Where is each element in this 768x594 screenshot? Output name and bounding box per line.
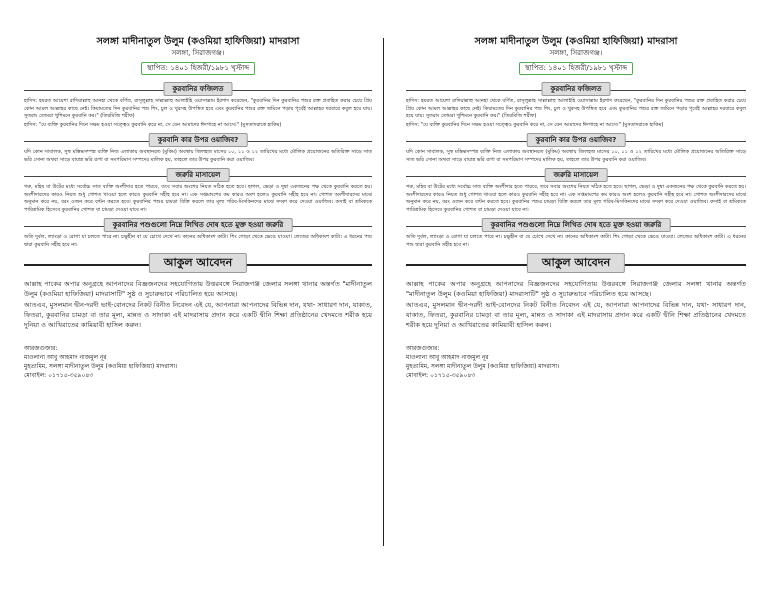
section-title: কুরবানি কার উপর ওয়াজিব? <box>149 133 248 147</box>
madrasa-location: সলঙ্গা, সিরাজগঞ্জ। <box>549 49 603 57</box>
section-title: কুরবানি কার উপর ওয়াজিব? <box>527 133 626 147</box>
established-badge: স্থাপিত: ১৪০১ হিজরী/১৯৮১ খৃস্টাব্দ <box>519 62 633 75</box>
appeal-paragraph: আতএব, মুসলমান দ্বীন-দরদী ভাই-বোনদের নিকট বিনীত নিবেদন এই যে, আপনারা আপনাদের বিভিন্ন দান, যথা- সাধারণ দান, যাকাত, ফিতরা, কুরবানির চামড়া বা তার মূল্য, মান্নত ও সাদাকা এই মাদরাসায় প্রদান করে একটি দ্বীনি শিক্ষা প্রতিষ্ঠানের খেদমতে শরীক হয়ে দুনিয়া ও আখিরাতের কামিয়াবী হাসিল করুন। <box>24 301 372 329</box>
contact-label: আরজগুজার: <box>406 345 440 352</box>
contact-name: মাওলানা আবু আহমাদ নাজমুল নূর <box>24 354 107 361</box>
appeal-paragraph: আল্লাহ পাকের অপার অনুগ্রহে আপনাদের বিজ্ঞজনদের সহযোগিতায় উত্তরবঙ্গে সিরাজগঞ্জ জেলার সলঙ্গা থানার অন্তর্গত "মাদীনাতুল উলুম (কওমিয়া হাফিজিয়া) মাদরাসাটি" সুষ্ঠ ও সুচারুভাবে পরিচালিত হয়ে আসছে। <box>24 280 372 298</box>
paragraph: গরু, মহিষ বা উটের মধ্যে সর্বোচ্চ সাত ব্যক্তি অংশীদার হতে পারবে, তবে সবার অংশের নিয়ত সঠিক হতে হবে। ছাগল, ভেড়া ও দুম্বা একজনের পক্ষ থেকে কুরবানি করতে হয়। অংশীদারদের কারও নিয়ত শুধু গোশত খাওয়া হলে কারও কুরবানি সহীহ হবে না। এক সপ্তমাংশের কম কারও অংশ হলেও কুরবানি সহীহ হবে না। গোশত অংশীদারদের মাঝে অনুমান করে নয়, বরং ওজন করে বণ্টন করতে হবে। কুরবানির পশুর চামড়া বিক্রি করলে তার মূল্য গরিব-মিসকিনদের মাঝে সদকা করে দেওয়া ওয়াজিব। কসাই বা শ্রমিককে পারিশ্রমিক হিসেবে কুরবানির গোশত বা চামড়া দেওয়া যাবে না। <box>406 184 746 213</box>
paragraph: হাদিস: "যে ব্যক্তি কুরবানির দিনে সক্ষম হওয়া সত্ত্বেও কুরবানি করে না, সে যেন আমাদের ঈদগাহে না আসে।" (মুসতাদরাকে হাকিম) <box>406 121 664 128</box>
paragraph: হাদিস: হযরত আয়েশা রাদিয়াল্লাহু আনহা থেকে বর্ণিত, রাসূলুল্লাহ সাল্লাল্লাহু আলাইহি ওয়াসাল্লাম ইরশাদ করেছেন, "কুরবানির দিন কুরবানির পশুর রক্ত প্রবাহিত করার চেয়ে প্রিয় কোন আমল আল্লাহর কাছে নেই। কিয়ামতের দিন কুরবানির পশু শিং, চুল ও খুরসহ উপস্থিত হবে এবং কুরবানির পশুর রক্ত জমিনে পড়ার পূর্বেই আল্লাহর দরবারে কবুল হয়ে যায়। সুতরাং তোমরা খুশিমনে কুরবানি কর।" (তিরমিজি শরীফ) <box>24 98 372 119</box>
paragraph: যদি কোন সাবালক, সুস্থ মস্তিষ্কসম্পন্ন ব্যক্তি নিজ এলাকায় অবস্থানরত (মুকিম) অবস্থায় জিলহজ মাসের ১০, ১১ ও ১২ তারিখের মধ্যে মৌলিক প্রয়োজনের অতিরিক্ত সাড়ে সাত ভরি সোনা অথবা সাড়ে বায়ান্ন ভরি রূপা বা সমপরিমাণ সম্পদের মালিক হয়, তাহলে তার উপর কুরবানি করা ওয়াজিব। <box>24 149 372 163</box>
section-heading <box>24 217 372 232</box>
appeal-title: আকুল আবেদন <box>527 253 625 273</box>
section-heading <box>24 167 372 182</box>
contact-block <box>24 344 372 380</box>
section-heading <box>406 132 746 147</box>
paragraph: গরু, মহিষ বা উটের মধ্যে সর্বোচ্চ সাত ব্যক্তি অংশীদার হতে পারবে, তবে সবার অংশের নিয়ত সঠিক হতে হবে। ছাগল, ভেড়া ও দুম্বা একজনের পক্ষ থেকে কুরবানি করতে হয়। অংশীদারদের কারও নিয়ত শুধু গোশত খাওয়া হলে কারও কুরবানি সহীহ হবে না। এক সপ্তমাংশের কম কারও অংশ হলেও কুরবানি সহীহ হবে না। গোশত অংশীদারদের মাঝে অনুমান করে নয়, বরং ওজন করে বণ্টন করতে হবে। কুরবানির পশুর চামড়া বিক্রি করলে তার মূল্য গরিব-মিসকিনদের মাঝে সদকা করে দেওয়া ওয়াজিব। কসাই বা শ্রমিককে পারিশ্রমিক হিসেবে কুরবানির গোশত বা চামড়া দেওয়া যাবে না। <box>24 184 372 213</box>
contact-role: মুহতামিম, সলঙ্গা মাদীনাতুল উলুম (কওমিয়া হাফিজিয়া) মাদরাসা। <box>24 363 178 370</box>
section-title: জরুরি মাসায়েল <box>545 168 608 182</box>
section-title: কুরবানির পশুগুলো নিম্নে লিখিত দোষ হতে মুক্ত হওয়া জরুরি <box>104 218 293 232</box>
appeal-paragraph: আতএব, মুসলমান দ্বীন-দরদী ভাই-বোনদের নিকট বিনীত নিবেদন এই যে, আপনারা আপনাদের বিভিন্ন দান, যথা- সাধারণ দান, যাকাত, ফিতরা, কুরবানির চামড়া বা তার মূল্য, মান্নত ও সাদাকা এই মাদরাসায় প্রদান করে একটি দ্বীনি শিক্ষা প্রতিষ্ঠানের খেদমতে শরীক হয়ে দুনিয়া ও আখিরাতের কামিয়াবী হাসিল করুন। <box>406 301 746 329</box>
madrasa-title: সলঙ্গা মাদীনাতুল উলুম (কওমিয়া হাফিজিয়া) মাদরাসা <box>96 36 300 47</box>
flyer-right <box>384 0 768 594</box>
established-badge: স্থাপিত: ১৪০১ হিজরী/১৯৮১ খৃস্টাব্দ <box>141 62 255 75</box>
contact-block <box>406 344 746 380</box>
contact-label: আরজগুজার: <box>24 345 58 352</box>
contact-role: মুহতামিম, সলঙ্গা মাদীনাতুল উলুম (কওমিয়া হাফিজিয়া) মাদরাসা। <box>406 363 560 370</box>
appeal-paragraph: আল্লাহ পাকের অপার অনুগ্রহে আপনাদের বিজ্ঞজনদের সহযোগিতায় উত্তরবঙ্গে সিরাজগঞ্জ জেলার সলঙ্গা থানার অন্তর্গত "মাদীনাতুল উলুম (কওমিয়া হাফিজিয়া) মাদরাসাটি" সুষ্ঠ ও সুচারুভাবে পরিচালিত হয়ে আসছে। <box>406 280 746 298</box>
section-heading <box>406 217 746 232</box>
section-title: জরুরি মাসায়েল <box>167 168 230 182</box>
section-title: কুরবানির ফজিলত <box>164 82 233 96</box>
section-heading <box>406 81 746 96</box>
appeal-title: আকুল আবেদন <box>149 253 247 273</box>
paragraph: হাদিস: "যে ব্যক্তি কুরবানির দিনে সক্ষম হওয়া সত্ত্বেও কুরবানি করে না, সে যেন আমাদের ঈদগাহে না আসে।" (মুসতাদরাকে হাকিম) <box>24 121 282 128</box>
madrasa-location: সলঙ্গা, সিরাজগঞ্জ। <box>171 49 225 57</box>
contact-name: মাওলানা আবু আহমাদ নাজমুল নূর <box>406 354 489 361</box>
contact-phone: মোবাইল: ০১৭১৫-৩৫৯০৪৩ <box>406 372 476 379</box>
paragraph: হাদিস: হযরত আয়েশা রাদিয়াল্লাহু আনহা থেকে বর্ণিত, রাসূলুল্লাহ সাল্লাল্লাহু আলাইহি ওয়াসাল্লাম ইরশাদ করেছেন, "কুরবানির দিন কুরবানির পশুর রক্ত প্রবাহিত করার চেয়ে প্রিয় কোন আমল আল্লাহর কাছে নেই। কিয়ামতের দিন কুরবানির পশু শিং, চুল ও খুরসহ উপস্থিত হবে এবং কুরবানির পশুর রক্ত জমিনে পড়ার পূর্বেই আল্লাহর দরবারে কবুল হয়ে যায়। সুতরাং তোমরা খুশিমনে কুরবানি কর।" (তিরমিজি শরীফ) <box>406 98 746 119</box>
section-title: কুরবানির ফজিলত <box>542 82 611 96</box>
section-heading <box>24 81 372 96</box>
paragraph: যদি কোন সাবালক, সুস্থ মস্তিষ্কসম্পন্ন ব্যক্তি নিজ এলাকায় অবস্থানরত (মুকিম) অবস্থায় জিলহজ মাসের ১০, ১১ ও ১২ তারিখের মধ্যে মৌলিক প্রয়োজনের অতিরিক্ত সাড়ে সাত ভরি সোনা অথবা সাড়ে বায়ান্ন ভরি রূপা বা সমপরিমাণ সম্পদের মালিক হয়, তাহলে তার উপর কুরবানি করা ওয়াজিব। <box>406 149 746 163</box>
section-heading <box>24 132 372 147</box>
appeal-heading <box>406 253 746 275</box>
section-heading <box>406 167 746 182</box>
contact-phone: মোবাইল: ০১৭১৫-৩৫৯০৪৩ <box>24 372 94 379</box>
madrasa-title: সলঙ্গা মাদীনাতুল উলুম (কওমিয়া হাফিজিয়া) মাদরাসা <box>474 36 678 47</box>
appeal-heading <box>24 253 372 275</box>
paragraph: অতি দুর্বল, ল্যাংড়া ও রোগা যা চলতে পারে না। চক্ষুহীন বা যে চোখে দেখে না। কানের অধিকাংশ কাটা। শিং গোড়া থেকে ভেঙে যাওয়া। লেজের অধিকাংশ কাটা। এ ধরনের পশু দ্বারা কুরবানি সহীহ হবে না। <box>24 234 372 248</box>
paragraph: অতি দুর্বল, ল্যাংড়া ও রোগা যা চলতে পারে না। চক্ষুহীন বা যে চোখে দেখে না। কানের অধিকাংশ কাটা। শিং গোড়া থেকে ভেঙে যাওয়া। লেজের অধিকাংশ কাটা। এ ধরনের পশু দ্বারা কুরবানি সহীহ হবে না। <box>406 234 746 248</box>
section-title: কুরবানির পশুগুলো নিম্নে লিখিত দোষ হতে মুক্ত হওয়া জরুরি <box>482 218 671 232</box>
